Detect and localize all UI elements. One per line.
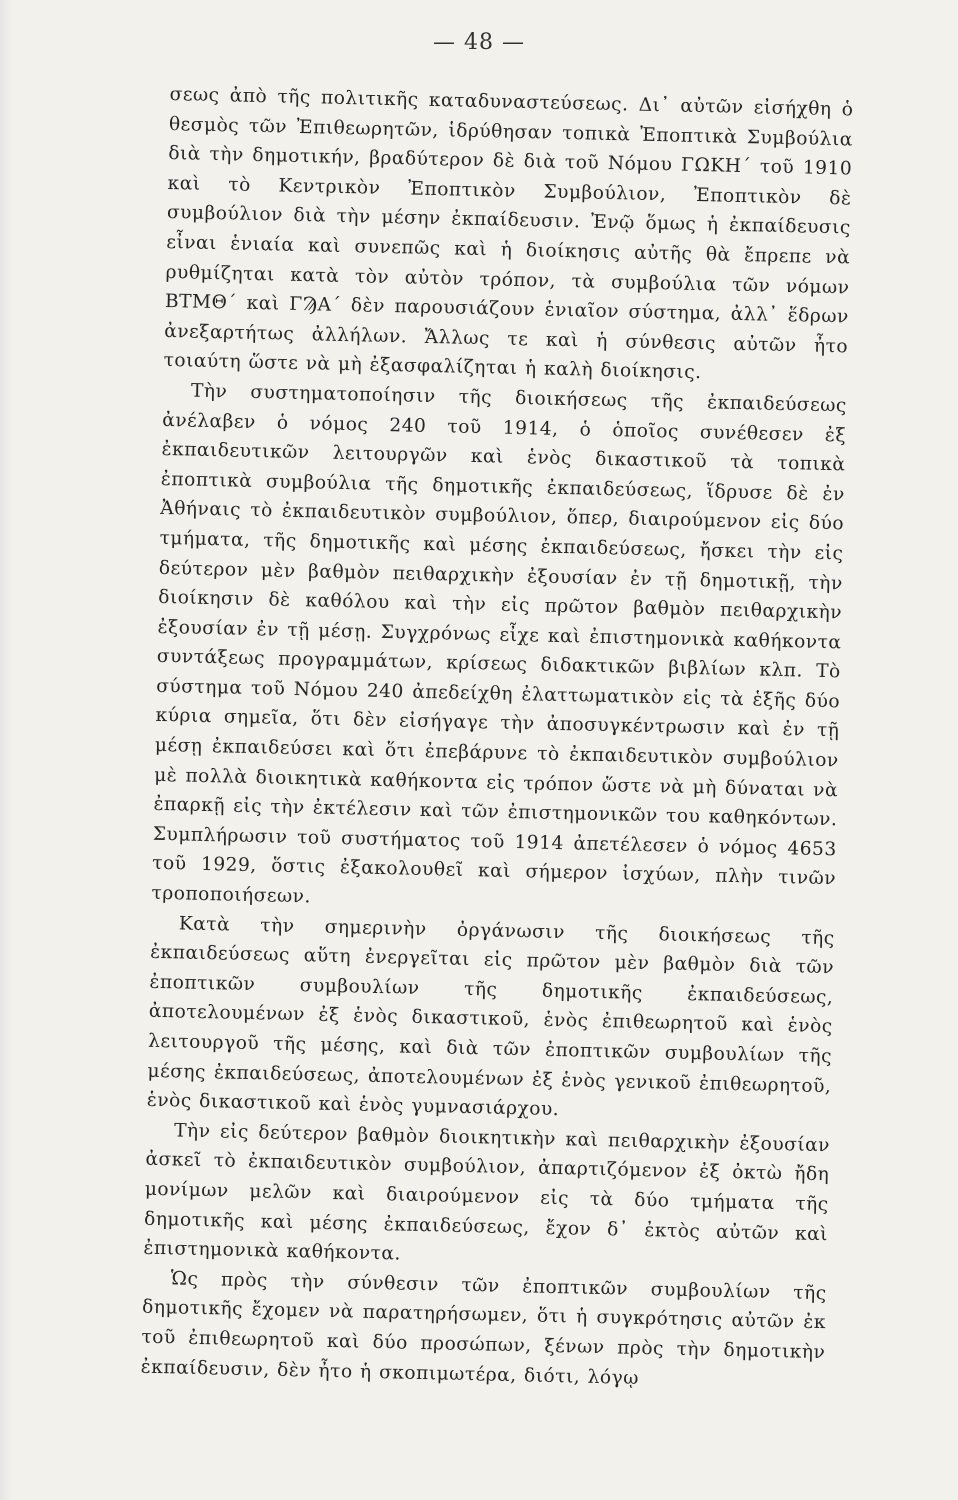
- paragraph-2: Τὴν συστηματοποίησιν τῆς διοικήσεως τῆς ἐκπαιδεύσεως ἀνέλαβεν ὁ νόμος 240 τοῦ 1914, ὁ ὁποῖος συνέθεσεν ἐξ ἐκπαιδευτικῶν λειτουργῶν καὶ ἑνὸς δικαστικοῦ τὰ τοπικὰ ἐποπτικὰ συμβούλια τῆς δημοτικῆς ἐκπαιδεύσεως, ἵδρυσε δὲ ἐν Ἀθήναις τὸ ἐκπαιδευτικὸν συμβούλιον, ὅπερ, διαιρούμενον εἰς δύο τμήματα, τῆς δημοτικῆς καὶ μέσης ἐκπαιδεύσεως, ἤσκει τὴν εἰς δεύτερον μὲν βαθμὸν πειθαρχικὴν ἐξουσίαν ἐν τῇ δημοτικῇ, τὴν διοίκησιν δὲ καθόλου καὶ τὴν εἰς πρῶτον βαθμὸν πειθαρχικὴν ἐξουσίαν ἐν τῇ μέσῃ. Συγχρόνως εἶχε καὶ ἐπιστημονικὰ καθήκοντα συντάξεως προγραμμάτων, κρίσεως διδακτικῶν βιβλίων κλπ. Τὸ σύστημα τοῦ Νόμου 240 ἀπεδείχθη ἐλαττωματικὸν εἰς τὰ ἑξῆς δύο κύρια σημεῖα, ὅτι δὲν εἰσήγαγε τὴν ἀποσυγκέντρωσιν καὶ ἐν τῇ μέσῃ ἐκπαιδεύσει καὶ ὅτι ἐπεβάρυνε τὸ ἐκπαιδευτικὸν συμβούλιον μὲ πολλὰ διοικητικὰ καθήκοντα εἰς τρόπον ὥστε νὰ μὴ δύναται νὰ ἐπαρκῇ εἰς τὴν ἐκτέλεσιν καὶ τῶν ἐπιστημονικῶν του καθηκόντων. Συμπλήρωσιν τοῦ συστήματος τοῦ 1914 ἀπετέλεσεν ὁ νόμος 4653 τοῦ 1929, ὅστις ἐξακολουθεῖ καὶ σήμερον ἰσχύων, πλὴν τινῶν τροποποιήσεων.: [151, 380, 848, 908]
- paragraph-1: σεως ἀπὸ τῆς πολιτικῆς καταδυναστεύσεως. Δι᾽ αὐτῶν εἰσήχθη ὁ θεσμὸς τῶν Ἐπιθεωρητῶν, ἱδρύθησαν τοπικὰ Ἐποπτικὰ Συμβούλια διὰ τὴν δημοτικήν, βραδύτερον δὲ διὰ τοῦ Νόμου ΓΩΚΗ΄ τοῦ 1910 καὶ τὸ Κεντρικὸν Ἐποπτικὸν Συμβούλιον, Ἐποπτικὸν δὲ συμβούλιον διὰ τὴν μέσην ἐκπαίδευσιν. Ἐνῷ ὅμως ἡ ἐκπαίδευσις εἶναι ἑνιαία καὶ συνεπῶς καὶ ἡ διοίκησις αὐτῆς θὰ ἔπρεπε νὰ ρυθμίζηται κατὰ τὸν αὐτὸν τρόπον, τὰ συμβούλια τῶν νόμων ΒΤΜΘ΄ καὶ ΓϠΑ΄ δὲν παρουσιάζουν ἑνιαῖον σύστημα, ἀλλ᾽ ἕδρων ἀνεξαρτήτως ἀλλήλων. Ἄλλως τε καὶ ἡ σύνθεσις αὐτῶν ἦτο τοιαύτη ὥστε νὰ μὴ ἐξασφαλίζηται ἡ καλὴ διοίκησις.: [163, 83, 854, 384]
- paragraph-5: Ὡς πρὸς τὴν σύνθεσιν τῶν ἐποπτικῶν συμβουλίων τῆς δημοτικῆς ἔχομεν νὰ παρατηρήσωμεν, ὅτι ἡ συγκρότησις αὐτῶν ἐκ τοῦ ἐπιθεωρητοῦ καὶ δύο προσώπων, ξένων πρὸς τὴν δημοτικὴν ἐκπαίδευσιν, δὲν ἦτο ἡ σκοπιμωτέρα, διότι, λόγῳ: [140, 1268, 827, 1389]
- page-text: [140, 80, 853, 1397]
- page-number: — 48 —: [433, 30, 525, 55]
- paragraph-4: Τὴν εἰς δεύτερον βαθμὸν διοικητικὴν καὶ πειθαρχικὴν ἐξουσίαν ἀσκεῖ τὸ ἐκπαιδευτικὸν συμβούλιον, ἀπαρτιζόμενον ἐξ ὀκτὼ ἤδη μονίμων μελῶν καὶ διαιρούμενον εἰς τὰ δύο τμήματα τῆς δημοτικῆς καὶ μέσης ἐκπαιδεύσεως, ἔχον δ᾽ ἐκτὸς αὐτῶν καὶ ἐπιστημονικὰ καθήκοντα.: [143, 1120, 831, 1265]
- paragraph-3: Κατὰ τὴν σημερινὴν ὀργάνωσιν τῆς διοικήσεως τῆς ἐκπαιδεύσεως αὕτη ἐνεργεῖται εἰς πρῶτον μὲν βαθμὸν διὰ τῶν ἐποπτικῶν συμβουλίων τῆς δημοτικῆς ἐκπαιδεύσεως, ἀποτελουμένων ἐξ ἑνὸς δικαστικοῦ, ἑνὸς ἐπιθεωρητοῦ καὶ ἑνὸς λειτουργοῦ τῆς μέσης, καὶ διὰ τῶν ἐποπτικῶν συμβουλίων τῆς μέσης ἐκπαιδεύσεως, ἀποτελουμένων ἐξ ἑνὸς γενικοῦ ἐπιθεωρητοῦ, ἑνὸς δικαστικοῦ καὶ ἑνὸς γυμνασιάρχου.: [146, 913, 835, 1121]
